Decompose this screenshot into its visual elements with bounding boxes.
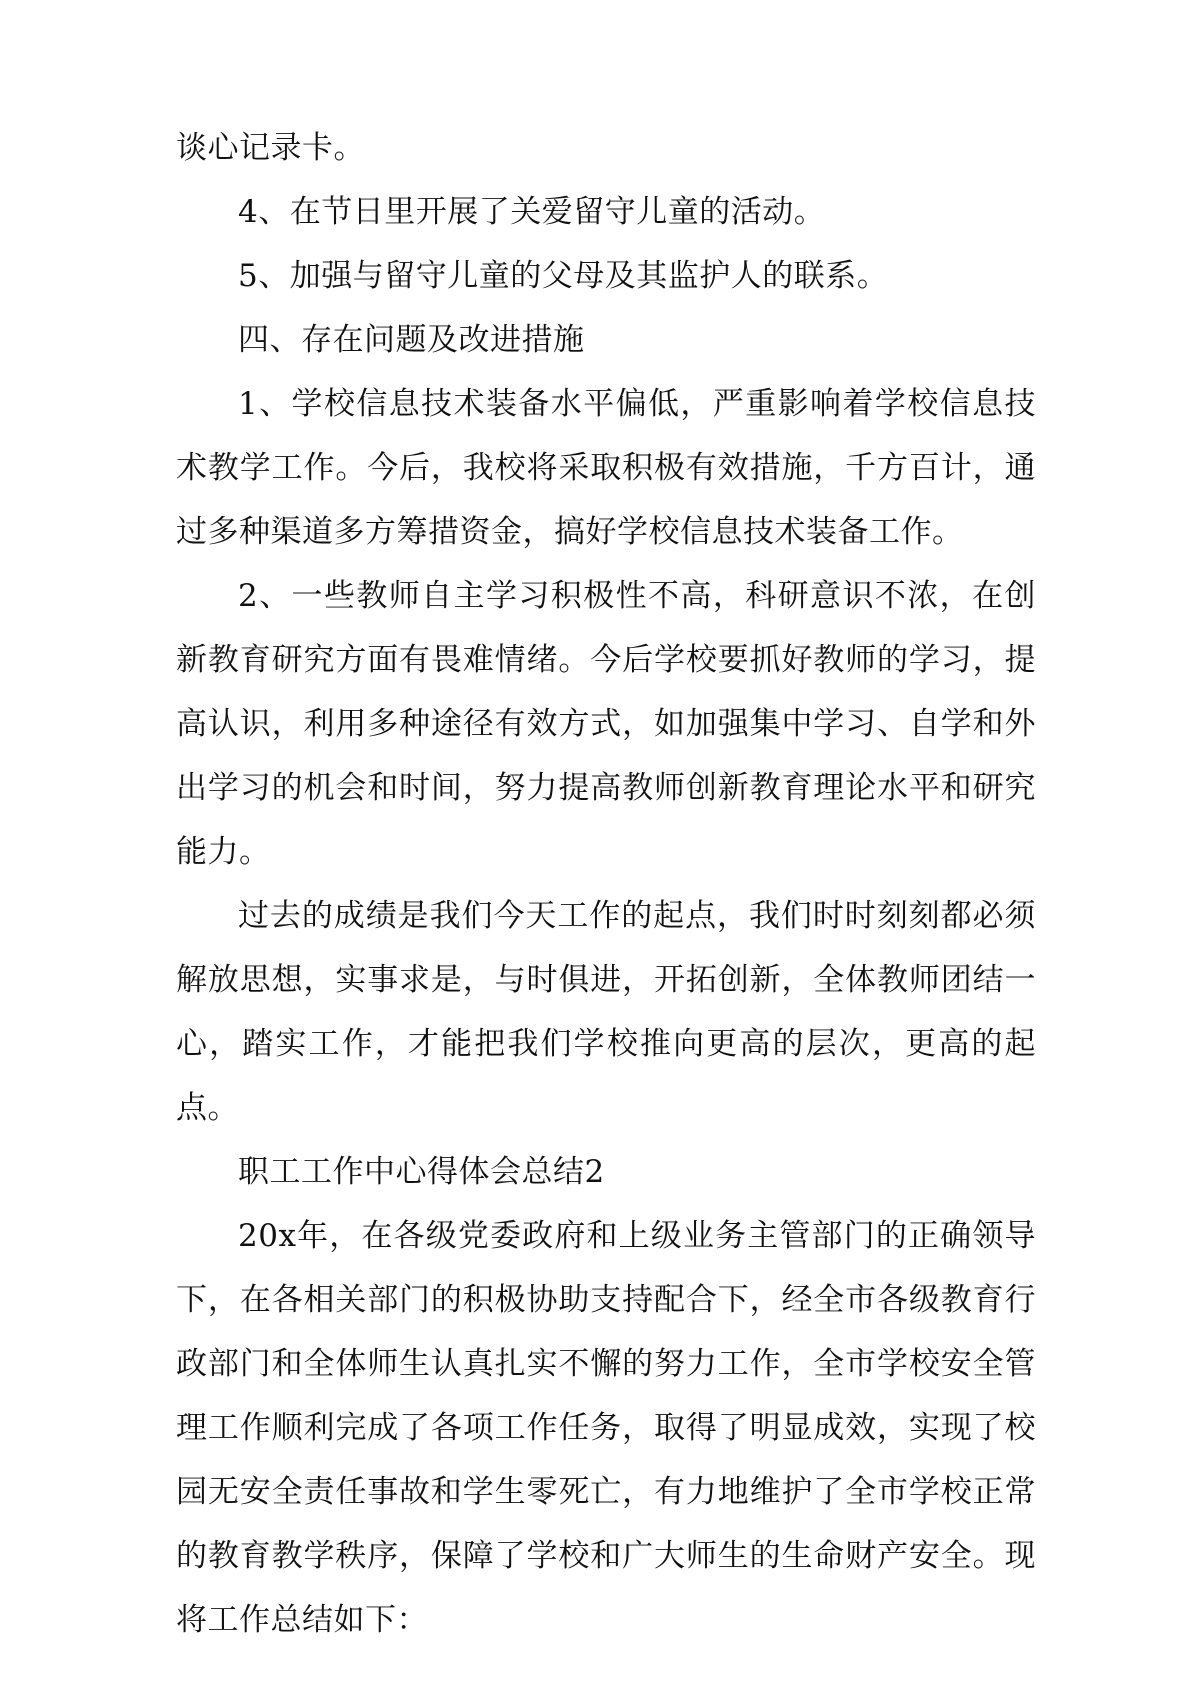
paragraph-item-4: 4、在节日里开展了关爱留守儿童的活动。 bbox=[238, 194, 826, 230]
paragraph-problem-1: 1、学校信息技术装备水平偏低，严重影响着学校信息技术教学工作。今后，我校将采取积极有效措施，千方百计，通过多种渠道多方筹措资金，搞好学校信息技术装备工作。 bbox=[176, 386, 1036, 550]
paragraph-intro: 20x年，在各级党委政府和上级业务主管部门的正确领导下，在各相关部门的积极协助支持配合下，经全市各级教育行政部门和全体师生认真扎实不懈的努力工作，全市学校安全管理工作顺利完成了各项工作任务，取得了明显成效，实现了校园无安全责任事故和学生零死亡，有力地维护了全市学校正常的教育教学秩序，保障了学校和广大师生的生命财产安全。现将工作总结如下： bbox=[176, 1218, 1036, 1638]
paragraph-item-5: 5、加强与留守儿童的父母及其监护人的联系。 bbox=[238, 258, 889, 294]
paragraph-problem-2: 2、一些教师自主学习积极性不高，科研意识不浓，在创新教育研究方面有畏难情绪。今后学校要抓好教师的学习，提高认识，利用多种途径有效方式，如加强集中学习、自学和外出学习的机会和时间，努力提高教师创新教育理论水平和研究能力。 bbox=[176, 578, 1036, 870]
paragraph-continuation: 谈心记录卡。 bbox=[176, 130, 365, 166]
article-title-2: 职工工作中心得体会总结2 bbox=[238, 1154, 605, 1190]
document-body bbox=[176, 116, 1036, 1652]
paragraph-conclusion: 过去的成绩是我们今天工作的起点，我们时时刻刻都必须解放思想，实事求是，与时俱进，开拓创新，全体教师团结一心，踏实工作，才能把我们学校推向更高的层次，更高的起点。 bbox=[176, 898, 1036, 1126]
section-heading-problems: 四、存在问题及改进措施 bbox=[238, 322, 585, 358]
